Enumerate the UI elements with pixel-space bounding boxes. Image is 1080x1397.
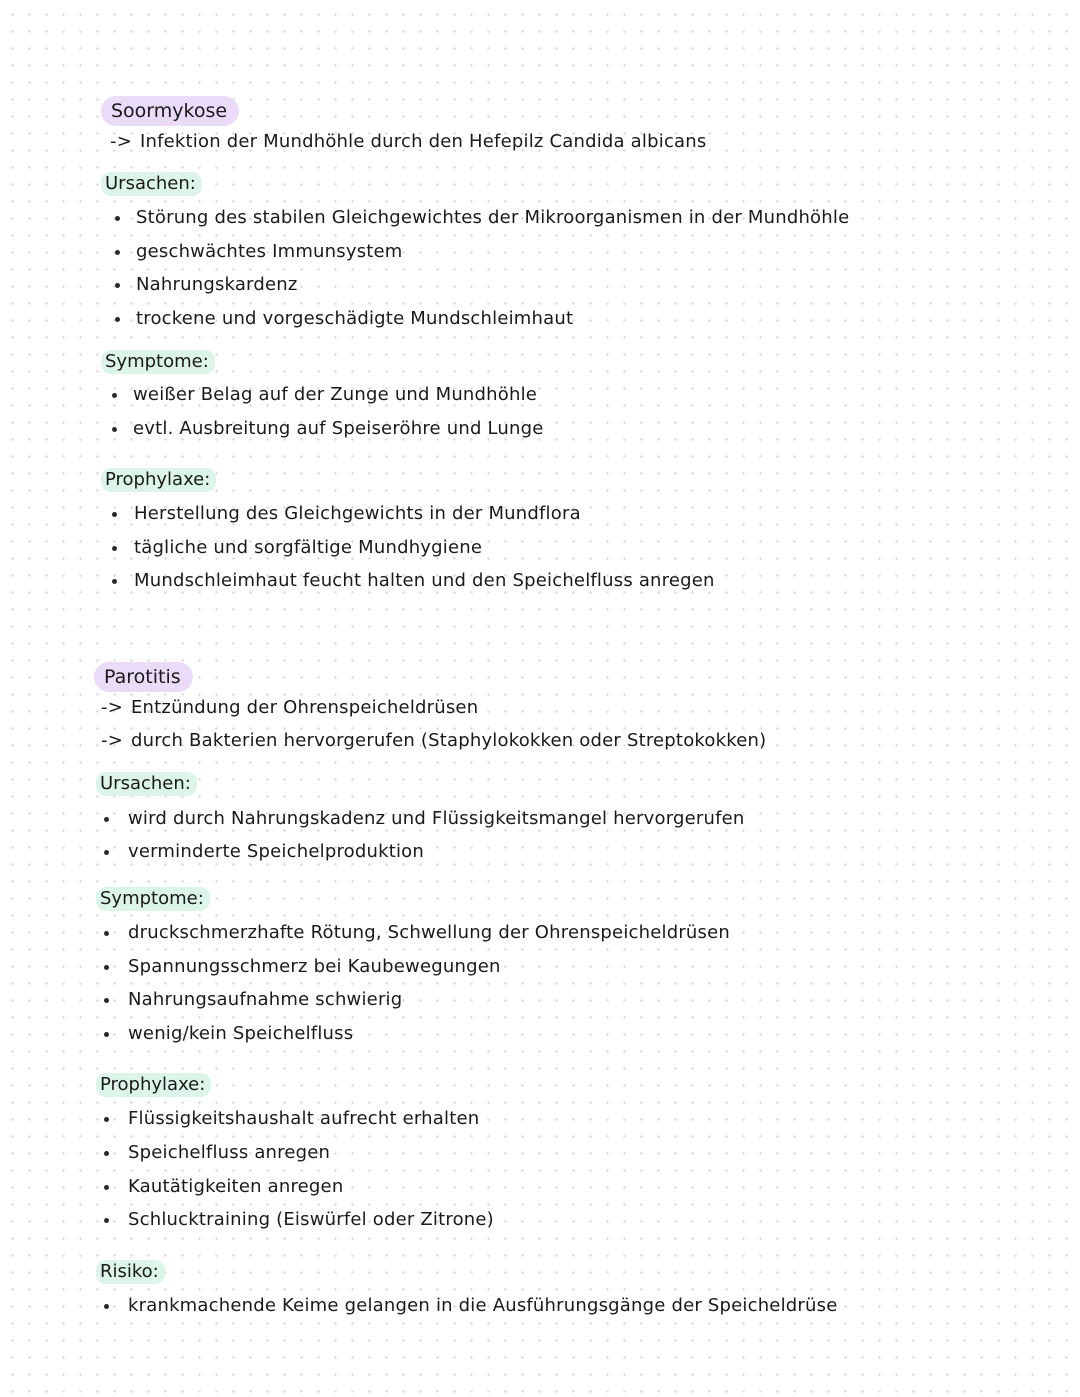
bullet-icon [104, 850, 109, 855]
section-title: Parotitis [94, 662, 193, 692]
bullet-icon [112, 512, 117, 517]
arrow-icon: -> [110, 131, 132, 152]
list-item-text: Nahrungskardenz [136, 274, 298, 295]
heading-symptome: Symptome: [101, 350, 215, 374]
bullet-icon [115, 216, 120, 221]
list-item-text: Schlucktraining (Eiswürfel oder Zitrone) [128, 1209, 494, 1230]
definition-line [101, 695, 478, 721]
bullet-icon [112, 393, 117, 398]
list-item-text: wird durch Nahrungskadenz und Flüssigkeitsmangel hervorgerufen [128, 808, 745, 829]
arrow-icon: -> [101, 730, 123, 751]
list-item-text: Mundschleimhaut feucht halten und den Speichelfluss anregen [134, 570, 715, 591]
list-item-text: krankmachende Keime gelangen in die Ausführungsgänge der Speicheldrüse [128, 1295, 838, 1316]
bullet-icon [104, 1151, 109, 1156]
heading-prophylaxe: Prophylaxe: [101, 468, 216, 492]
heading-ursachen: Ursachen: [101, 172, 202, 196]
list-item-text: Flüssigkeitshaushalt aufrecht erhalten [128, 1108, 480, 1129]
bullet-icon [112, 546, 117, 551]
heading-prophylaxe: Prophylaxe: [96, 1073, 211, 1097]
list-item-text: Nahrungsaufnahme schwierig [128, 989, 403, 1010]
list-item-text: evtl. Ausbreitung auf Speiseröhre und Lunge [133, 418, 544, 439]
definition-line [110, 129, 706, 155]
bullet-icon [104, 1185, 109, 1190]
bullet-icon [104, 817, 109, 822]
list-item-text: druckschmerzhafte Rötung, Schwellung der Ohrenspeicheldrüsen [128, 922, 730, 943]
bullet-icon [104, 931, 109, 936]
arrow-icon: -> [101, 697, 123, 718]
list-item-text: trockene und vorgeschädigte Mundschleimhaut [136, 308, 574, 329]
list-item-text: wenig/kein Speichelfluss [128, 1023, 354, 1044]
section-title: Soormykose [101, 96, 239, 126]
list-item-text: Kautätigkeiten anregen [128, 1176, 344, 1197]
definition-text: Entzündung der Ohrenspeicheldrüsen [130, 697, 479, 718]
list-item-text: Störung des stabilen Gleichgewichtes der Mikroorganismen in der Mundhöhle [136, 207, 850, 228]
list-item-text: tägliche und sorgfältige Mundhygiene [134, 537, 483, 558]
list-item-text: weißer Belag auf der Zunge und Mundhöhle [133, 384, 538, 405]
bullet-icon [104, 1218, 109, 1223]
list-item-text: Herstellung des Gleichgewichts in der Mundflora [134, 503, 581, 524]
list-item-text: geschwächtes Immunsystem [136, 241, 403, 262]
bullet-icon [104, 998, 109, 1003]
bullet-icon [112, 427, 117, 432]
definition-text: durch Bakterien hervorgerufen (Staphylokokken oder Streptokokken) [130, 730, 767, 751]
bullet-icon [115, 283, 120, 288]
list-item-text: Speichelfluss anregen [128, 1142, 331, 1163]
heading-risiko: Risiko: [96, 1260, 165, 1284]
list-item-text: Spannungsschmerz bei Kaubewegungen [128, 956, 501, 977]
heading-ursachen: Ursachen: [96, 772, 197, 796]
bullet-icon [104, 1117, 109, 1122]
bullet-icon [104, 965, 109, 970]
bullet-icon [104, 1304, 109, 1309]
heading-symptome: Symptome: [96, 887, 210, 911]
bullet-icon [104, 1032, 109, 1037]
definition-line [101, 728, 766, 754]
list-item-text: verminderte Speichelproduktion [128, 841, 424, 862]
bullet-icon [112, 579, 117, 584]
bullet-icon [115, 250, 120, 255]
bullet-icon [115, 317, 120, 322]
definition-text: Infektion der Mundhöhle durch den Hefepilz Candida albicans [139, 131, 707, 152]
